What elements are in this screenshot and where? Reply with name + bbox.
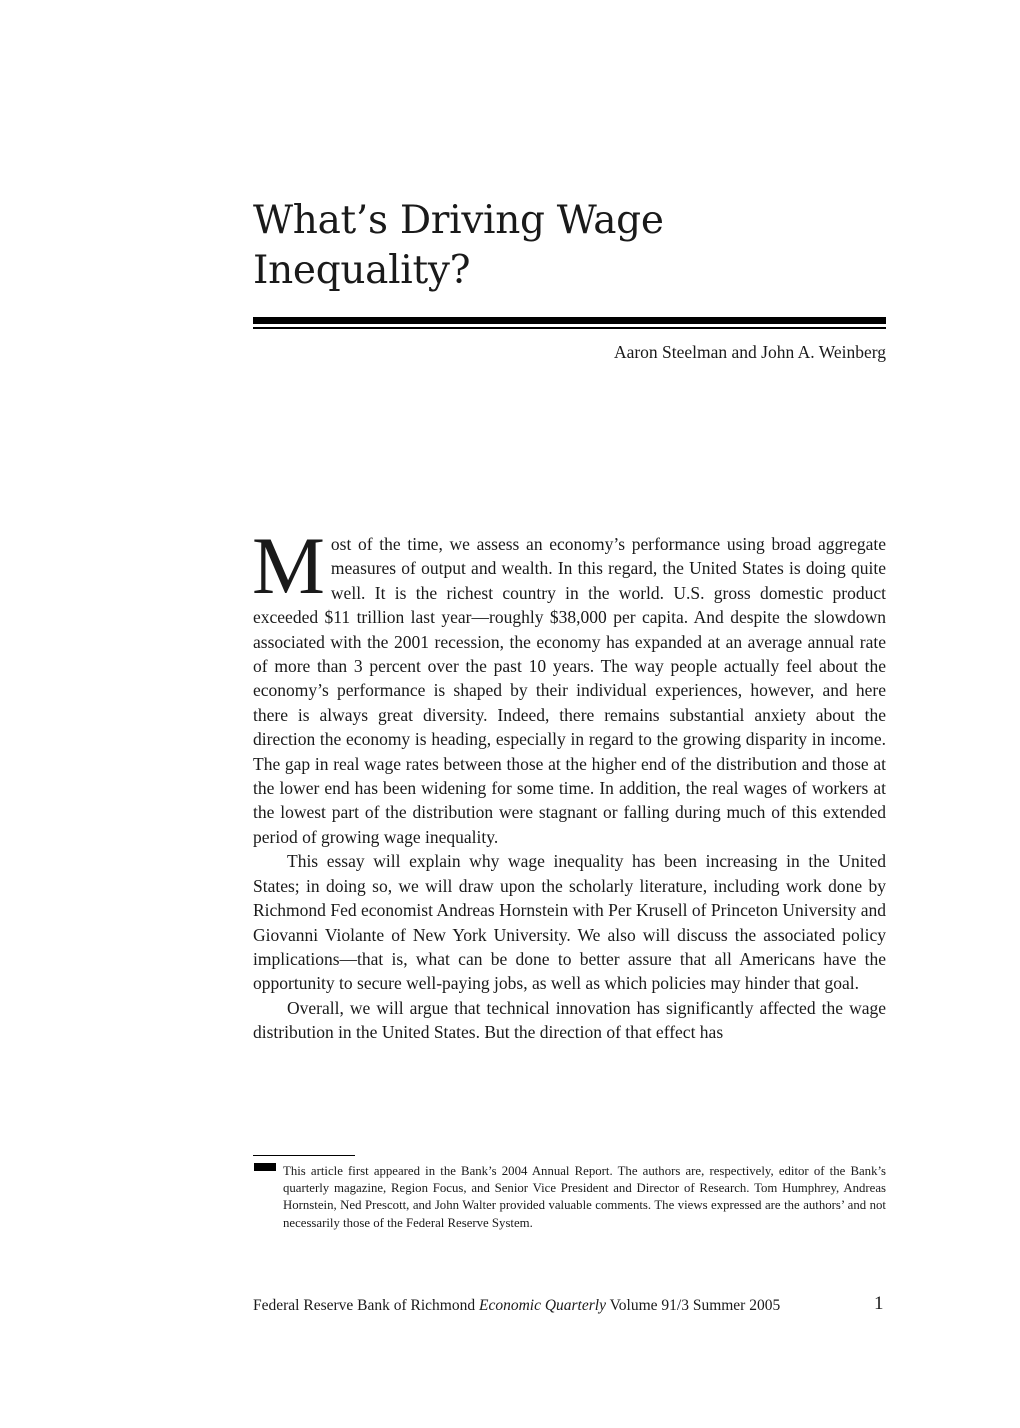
article-title	[253, 196, 893, 296]
footer-publisher: Federal Reserve Bank of Richmond	[253, 1297, 476, 1314]
page-footer	[253, 1296, 780, 1316]
paragraph-2: This essay will explain why wage inequality has been increasing in the United States; in doing so, we will draw upon the scholarly literature, including work done by Richmond Fed economist Andreas Hornstein with Per Krusell of Princeton University and Giovanni Violante of New York University. We also will discuss the associated policy implications—that is, what can be done to better assure that all Americans have the opportunity to secure well-paying jobs, as well as which policies may hinder that goal.	[253, 851, 886, 994]
paragraph-3: Overall, we will argue that technical innovation has significantly affected the wage distribution in the United States. But the direction of that effect has	[253, 997, 886, 1043]
title-line-2: Inequality?	[253, 248, 471, 293]
author-byline: Aaron Steelman and John A. Weinberg	[613, 342, 886, 362]
article-body	[252, 520, 886, 1045]
page-number: 1	[874, 1293, 884, 1314]
drop-cap: M	[252, 520, 325, 611]
footer-journal: Economic Quarterly	[478, 1297, 606, 1314]
title-line-1: What’s Driving Wage	[253, 198, 664, 243]
footer-issue: Volume 91/3 Summer 2005	[609, 1297, 781, 1314]
footnote-marker	[254, 1163, 276, 1171]
title-rule-thick	[253, 317, 886, 324]
title-rule-thin	[253, 327, 886, 329]
footnote-divider	[253, 1155, 355, 1156]
paragraph-1	[252, 520, 886, 849]
footnote-text: This article first appeared in the Bank’s 2004 Annual Report. The authors are, respectively, editor of the Bank’s quarterly magazine, Region Focus, and Senior Vice President and Director of Research. Tom Humphrey, Andreas Hornstein, Ned Prescott, and John Walter provided valuable comments. The views expressed are the authors’ and not necessarily those of the Federal Reserve System.	[283, 1164, 886, 1230]
paragraph-1-text: ost of the time, we assess an economy’s performance using broad aggregate measures of output and wealth. In this regard, the United States is doing quite well. It is the richest country in the world. U.S. gross domestic product exceeded $11 trillion last year—roughly $38,000 per capita. And despite the slowdown associated with the 2001 recession, the economy has expanded at an average annual rate of more than 3 percent over the past 10 years. The way people actually feel about the economy’s performance is shaped by their individual experiences, however, and here there is always great diversity. Indeed, there remains substantial anxiety about the direction the economy is heading, especially in regard to the growing disparity in income. The gap in real wage rates between those at the higher end of the distribution and those at the lower end has been widening for some time. In addition, the real wages of workers at the lowest part of the distribution were stagnant or falling during much of this extended period of growing wage inequality.	[253, 534, 886, 847]
